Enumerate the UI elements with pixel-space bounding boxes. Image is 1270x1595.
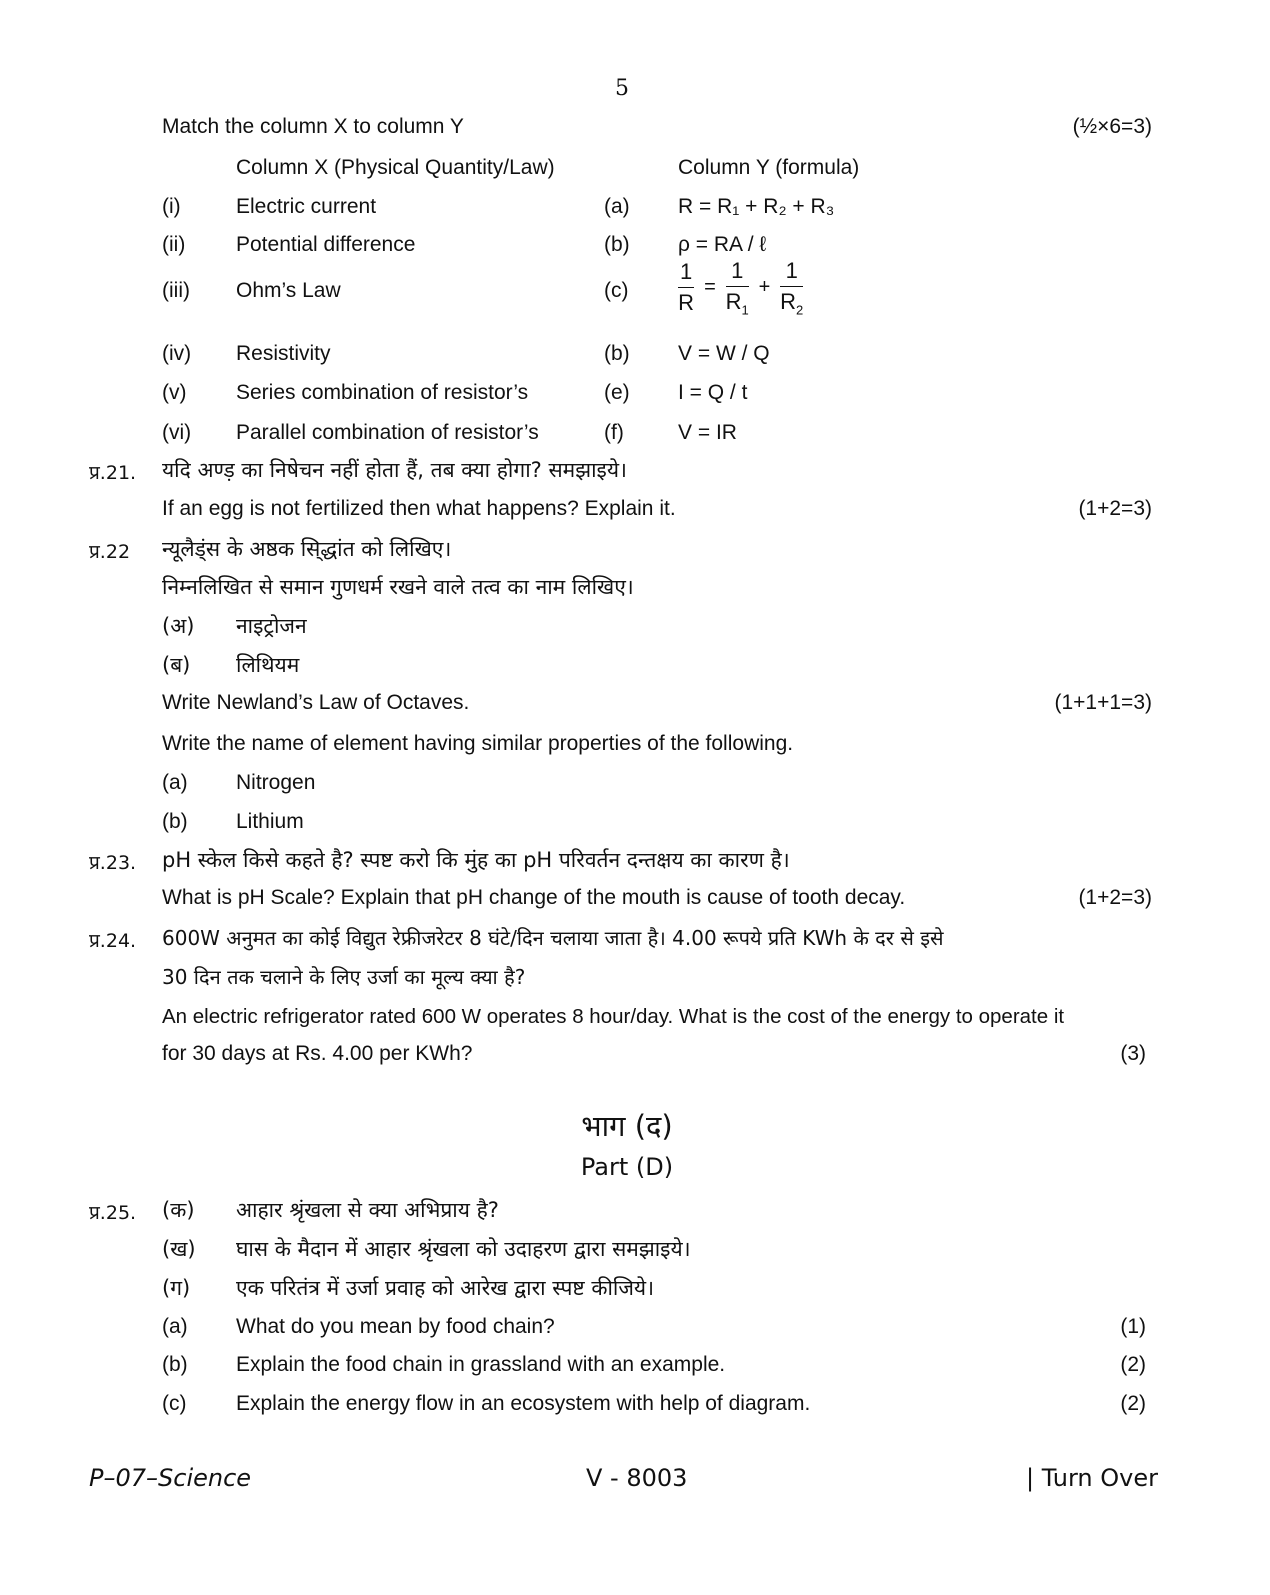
question-number: प्र.25. <box>89 1202 137 1224</box>
fraction-denominator <box>726 287 749 317</box>
fraction-term <box>726 258 749 317</box>
option-label: (a) <box>162 1315 188 1338</box>
option-label: (अ) <box>162 614 195 638</box>
question-marks: (1+2=3) <box>1078 497 1152 520</box>
option-text: लिथियम <box>236 653 300 677</box>
row-number: (i) <box>162 195 181 218</box>
row-letter: (a) <box>604 195 630 218</box>
option-text: घास के मैदान में आहार श्रृंखला को उदाहरण द्वारा समझाइये। <box>236 1237 691 1261</box>
subscript: 1 <box>741 302 749 318</box>
option-label: (ख) <box>162 1237 196 1261</box>
q20-instruction: Match the column X to column Y <box>162 115 464 138</box>
column-y-formula: ρ = RA / ℓ <box>678 233 767 256</box>
question-text-english: for 30 days at Rs. 4.00 per KWh? <box>162 1042 473 1065</box>
column-x-item: Parallel combination of resistor’s <box>236 421 539 444</box>
question-text-hindi: 600W अनुमत का कोई विद्युत रेफ्रीजरेटर 8 घंटे/दिन चलाया जाता है। 4.00 रूपये प्रति KWh के दर से इसे <box>162 926 944 950</box>
question-text-english: What is pH Scale? Explain that pH change of the mouth is cause of tooth decay. <box>162 886 906 909</box>
column-x-item: Resistivity <box>236 342 331 365</box>
question-number: प्र.24. <box>89 930 137 952</box>
question-text-english: If an egg is not fertilized then what happens? Explain it. <box>162 497 676 520</box>
row-letter: (b) <box>604 342 630 365</box>
row-letter: (f) <box>604 421 624 444</box>
column-x-header: Column X (Physical Quantity/Law) <box>236 156 555 179</box>
question-marks: (1+2=3) <box>1078 886 1152 909</box>
column-y-formula: I = Q / t <box>678 381 748 404</box>
column-y-header: Column Y (formula) <box>678 156 860 179</box>
column-x-item: Potential difference <box>236 233 416 256</box>
row-number: (iii) <box>162 279 190 302</box>
row-number: (iv) <box>162 342 192 365</box>
column-y-formula: R = R₁ + R₂ + R₃ <box>678 195 835 218</box>
resistance-symbol: R <box>725 289 742 314</box>
question-text-hindi: न्यूलैड्ंस के अष्ठक सि्द्धांत को लिखिए। <box>162 537 452 561</box>
question-number: प्र.22 <box>89 541 131 563</box>
column-y-formula: V = W / Q <box>678 342 770 365</box>
row-number: (vi) <box>162 421 192 444</box>
option-text: What do you mean by food chain? <box>236 1315 555 1338</box>
equals-sign: = <box>704 276 716 299</box>
option-text: Lithium <box>236 810 304 833</box>
question-text-hindi: निम्नलिखित से समान गुणधर्म रखने वाले तत्व का नाम लिखिए। <box>162 575 634 599</box>
question-text-english: Write the name of element having similar properties of the following. <box>162 732 794 755</box>
option-text: Nitrogen <box>236 771 316 794</box>
option-label: (b) <box>162 810 188 833</box>
row-letter: (e) <box>604 381 630 404</box>
footer-set-code: V - 8003 <box>586 1464 688 1492</box>
option-text: नाइट्रोजन <box>236 614 307 638</box>
footer-paper-code: P–07–Science <box>89 1464 252 1492</box>
fraction-denominator: R <box>678 290 695 316</box>
column-x-item: Series combination of resistor’s <box>236 381 529 404</box>
subscript: 2 <box>796 302 804 318</box>
option-label: (ब) <box>162 653 191 677</box>
fraction-numerator: 1 <box>780 258 803 287</box>
page-number: 5 <box>615 76 629 101</box>
question-text-english: An electric refrigerator rated 600 W operates 8 hour/day. What is the cost of the energy to operate it <box>162 1005 1065 1028</box>
option-text: Explain the energy flow in an ecosystem with help of diagram. <box>236 1392 811 1415</box>
resistance-symbol: R <box>780 289 797 314</box>
question-text-english: Write Newland’s Law of Octaves. <box>162 691 470 714</box>
question-marks: (3) <box>1120 1042 1146 1065</box>
option-text: Explain the food chain in grassland with an example. <box>236 1353 726 1376</box>
question-text-hindi: 30 दिन तक चलाने के लिए उर्जा का मूल्य क्या है? <box>162 965 526 989</box>
row-number: (v) <box>162 381 187 404</box>
row-letter: (b) <box>604 233 630 256</box>
column-x-item: Ohm’s Law <box>236 279 341 302</box>
section-title-english: Part (D) <box>580 1153 674 1181</box>
fraction-denominator <box>780 287 803 317</box>
question-marks: (2) <box>1120 1392 1146 1415</box>
question-number: प्र.23. <box>89 852 137 874</box>
question-marks: (1) <box>1120 1315 1146 1338</box>
plus-sign: + <box>758 276 771 299</box>
question-number: प्र.21. <box>89 462 137 484</box>
option-label: (b) <box>162 1353 188 1376</box>
section-title-hindi: भाग (द) <box>581 1109 673 1143</box>
question-marks: (1+1+1=3) <box>1054 691 1152 714</box>
fraction-numerator: 1 <box>726 258 749 287</box>
option-label: (ग) <box>162 1276 191 1300</box>
column-y-formula: V = IR <box>678 421 737 444</box>
footer-turn-over: | Turn Over <box>1026 1464 1158 1492</box>
q20-marks: (½×6=3) <box>1072 115 1152 138</box>
option-label: (a) <box>162 771 188 794</box>
option-text: एक परितंत्र में उर्जा प्रवाह को आरेख द्वारा स्पष्ट कीजिये। <box>236 1276 655 1300</box>
parallel-resistance-formula <box>678 258 803 317</box>
option-label: (c) <box>162 1392 187 1415</box>
column-x-item: Electric current <box>236 195 377 218</box>
option-text: आहार श्रृंखला से क्या अभिप्राय है? <box>236 1198 499 1222</box>
row-letter: (c) <box>604 279 629 302</box>
question-marks: (2) <box>1120 1353 1146 1376</box>
row-number: (ii) <box>162 233 186 256</box>
question-text-hindi: यदि अण्ड़ का निषेचन नहीं होता हैं, तब क्या होगा? समझाइये। <box>162 458 627 482</box>
question-text-hindi: pH स्केल किसे कहते है? स्पष्ट करो कि मुंह का pH परिवर्तन दन्तक्षय का कारण है। <box>162 848 790 872</box>
fraction-term <box>780 258 803 317</box>
fraction-numerator: 1 <box>678 259 694 288</box>
fraction-term <box>678 259 694 316</box>
option-label: (क) <box>162 1198 195 1222</box>
